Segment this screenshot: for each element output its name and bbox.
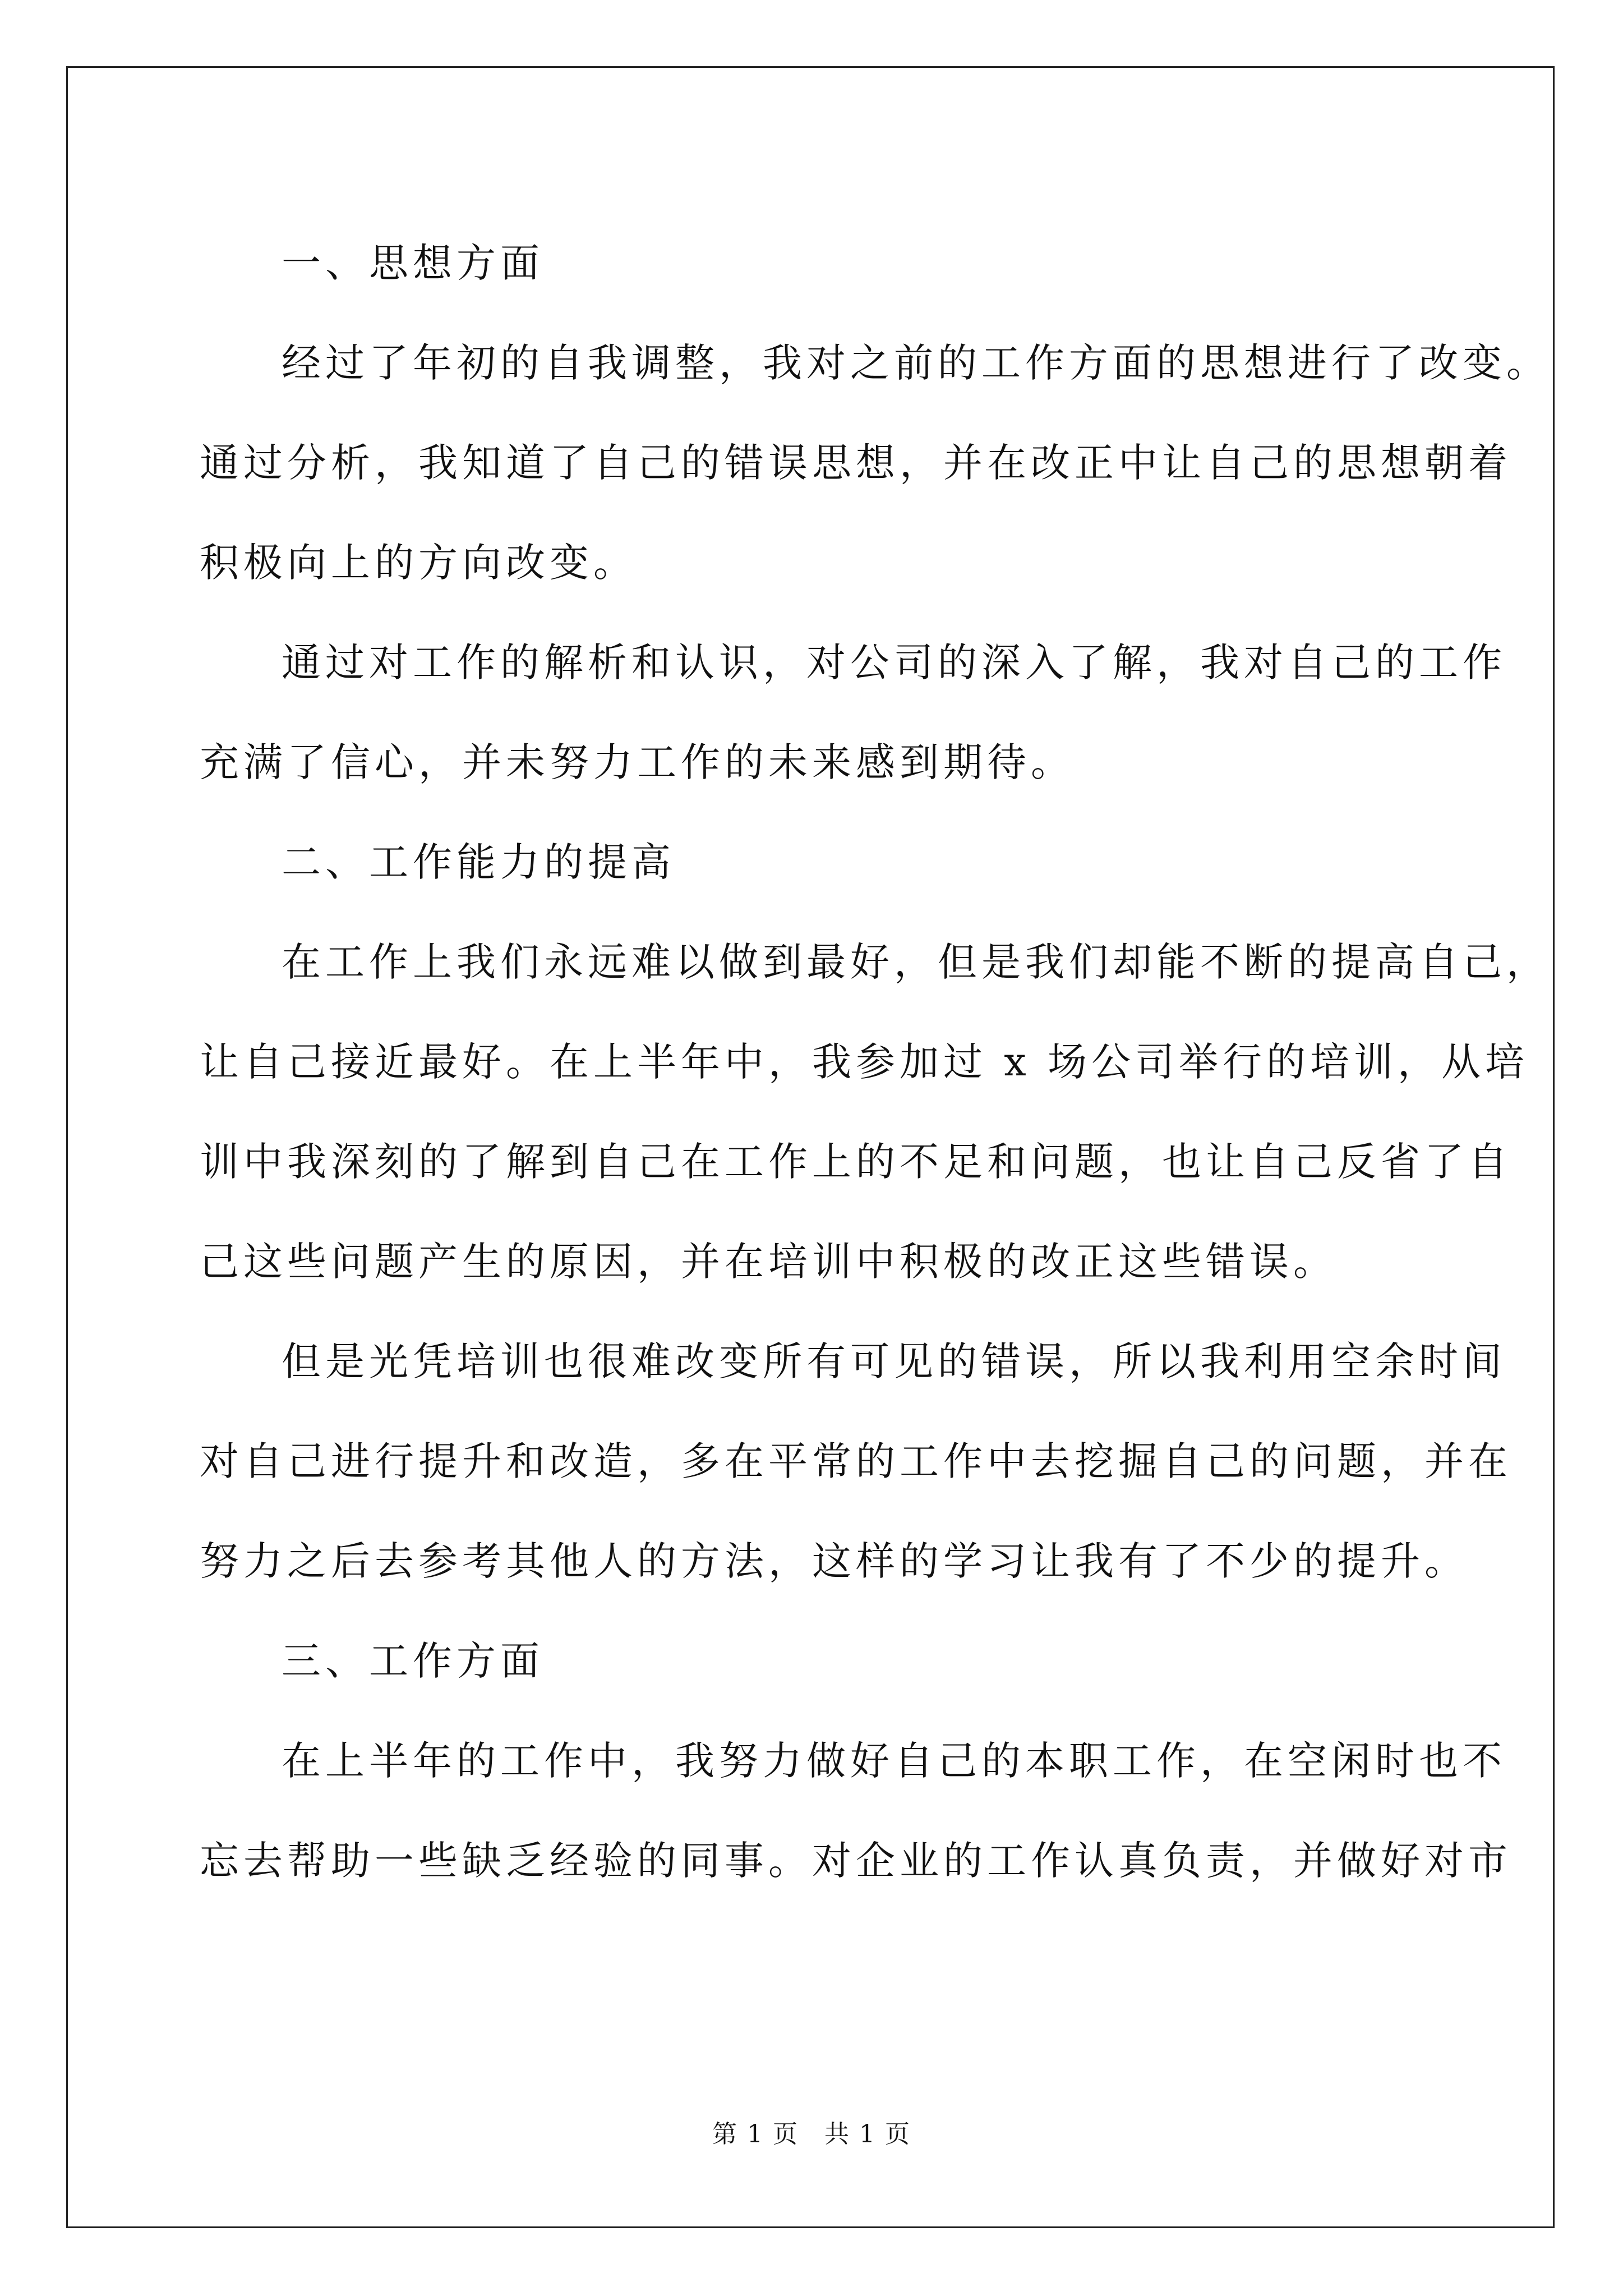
heading-thought — [200, 213, 1420, 313]
paragraph-thought-2 — [200, 613, 1506, 812]
text-line: 通过分析，我知道了自己的错误思想，并在改正中让自己的思想朝着 — [200, 440, 1512, 486]
paragraph-ability-1 — [200, 912, 1550, 1312]
text-line: 己这些问题产生的原因，并在培训中积极的改正这些错误。 — [200, 1239, 1337, 1285]
paragraph-ability-2 — [200, 1312, 1512, 1611]
text-line: 努力之后去参考其他人的方法，这样的学习让我有了不少的提升。 — [200, 1538, 1468, 1584]
text-line: 二、工作能力的提高 — [282, 839, 675, 885]
paragraph-work-1 — [200, 1711, 1512, 1911]
text-line: 积极向上的方向改变。 — [200, 540, 637, 586]
text-line: 在上半年的工作中，我努力做好自己的本职工作，在空闲时也不 — [282, 1738, 1506, 1784]
heading-ability — [200, 812, 1420, 912]
paragraph-thought-1 — [200, 313, 1550, 613]
heading-work — [200, 1611, 1420, 1711]
page-total: 共 1 页 — [824, 2120, 911, 2148]
text-line: 充满了信心，并未努力工作的未来感到期待。 — [200, 739, 1075, 785]
document-body — [200, 213, 1550, 1911]
text-line: 经过了年初的自我调整，我对之前的工作方面的思想进行了改变。 — [282, 340, 1550, 386]
text-line: 对自己进行提升和改造，多在平常的工作中去挖掘自己的问题，并在 — [200, 1438, 1512, 1484]
text-line: 训中我深刻的了解到自己在工作上的不足和问题，也让自己反省了自 — [200, 1139, 1512, 1185]
text-line: 一、思想方面 — [282, 240, 544, 286]
text-line: 通过对工作的解析和认识，对公司的深入了解，我对自己的工作 — [282, 639, 1506, 685]
text-line: 让自己接近最好。在上半年中，我参加过 x 场公司举行的培训，从培 — [200, 1039, 1529, 1085]
text-line: 但是光凭培训也很难改变所有可见的错误，所以我利用空余时间 — [282, 1338, 1506, 1384]
text-line: 忘去帮助一些缺乏经验的同事。对企业的工作认真负责，并做好对市 — [200, 1838, 1512, 1884]
page-number: 第 1 页 — [712, 2120, 799, 2148]
text-line: 三、工作方面 — [282, 1638, 544, 1684]
page-footer — [0, 2118, 1623, 2151]
text-line: 在工作上我们永远难以做到最好，但是我们却能不断的提高自己， — [282, 939, 1550, 985]
